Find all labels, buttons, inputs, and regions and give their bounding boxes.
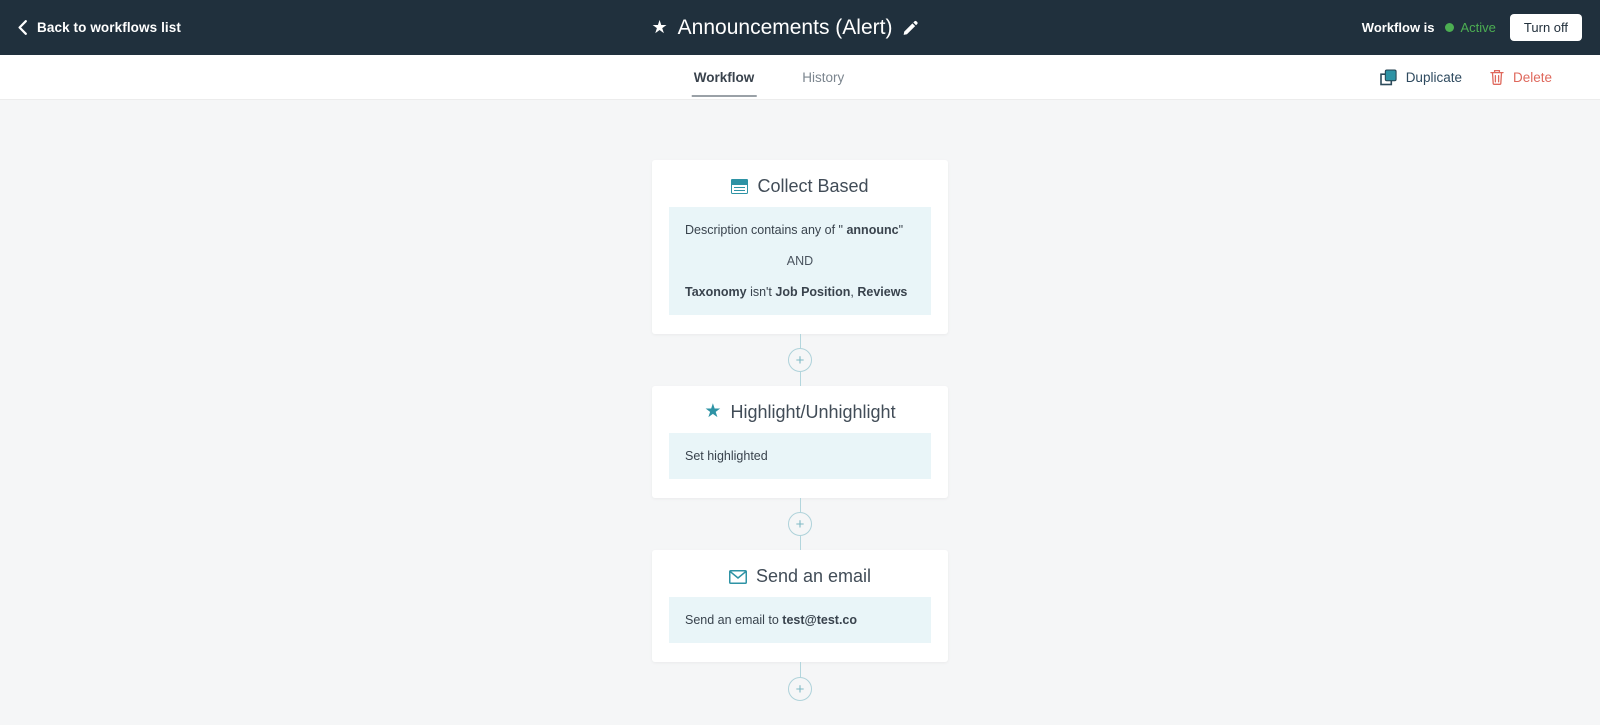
tab-workflow[interactable]: Workflow — [670, 55, 779, 99]
status-value: Active — [1460, 20, 1496, 35]
connector-line — [800, 334, 801, 348]
connector-line — [800, 498, 801, 512]
step-conditions-box[interactable] — [669, 207, 931, 315]
connector-line — [800, 372, 801, 386]
pencil-icon[interactable] — [902, 20, 918, 36]
tab-history[interactable]: History — [802, 69, 845, 85]
step-title-row — [652, 160, 948, 207]
workflow-title — [652, 16, 919, 40]
add-step-button[interactable]: + — [788, 348, 812, 372]
step-connector — [0, 662, 1600, 701]
status-label: Workflow is — [1361, 20, 1435, 35]
step-action-box[interactable] — [669, 597, 931, 643]
back-to-workflows-link[interactable] — [18, 20, 181, 35]
workflow-canvas — [0, 100, 1600, 725]
step-title: Collect Based — [757, 176, 869, 196]
workflow-title-text: Announcements (Alert) — [677, 15, 893, 39]
duplicate-button[interactable] — [1380, 69, 1462, 86]
step-title: Send an email — [755, 566, 872, 586]
condition-row: Description contains any of " announc" — [685, 223, 903, 237]
step-card-send-email[interactable] — [652, 550, 948, 662]
action-row: Set highlighted — [685, 449, 768, 463]
workflow-status-group — [1362, 14, 1582, 41]
step-card-highlight[interactable] — [652, 386, 948, 498]
workflow-actions — [1380, 69, 1600, 86]
trash-icon — [1490, 69, 1504, 85]
delete-button[interactable] — [1490, 69, 1552, 85]
top-bar — [0, 0, 1600, 55]
envelope-icon — [729, 570, 747, 584]
condition-row: Taxonomy isn't Job Position, Reviews — [685, 285, 908, 299]
step-connector — [0, 498, 1600, 550]
step-title-row — [652, 386, 948, 433]
action-row: Send an email to test@test.co — [685, 613, 858, 627]
step-action-box[interactable] — [669, 433, 931, 479]
duplicate-label: Duplicate — [1405, 69, 1462, 85]
collection-icon — [731, 179, 748, 194]
step-connector — [0, 334, 1600, 386]
chevron-left-icon — [18, 20, 27, 35]
step-title-row — [652, 550, 948, 597]
delete-label: Delete — [1512, 69, 1552, 85]
star-icon: ★ — [704, 401, 722, 422]
star-icon: ★ — [651, 16, 668, 37]
condition-operator: AND — [786, 254, 814, 268]
turn-off-button[interactable]: Turn off — [1510, 14, 1582, 41]
copy-icon — [1380, 69, 1397, 86]
add-step-button[interactable]: + — [788, 677, 812, 701]
tab-bar — [0, 55, 1600, 100]
step-title: Highlight/Unhighlight — [730, 402, 896, 422]
step-card-collect-based[interactable] — [652, 160, 948, 334]
connector-line — [800, 536, 801, 550]
add-step-button[interactable]: + — [788, 512, 812, 536]
back-link-label: Back to workflows list — [37, 20, 181, 35]
connector-line — [800, 662, 801, 677]
tabs — [670, 55, 869, 99]
green-dot-icon — [1445, 23, 1454, 32]
